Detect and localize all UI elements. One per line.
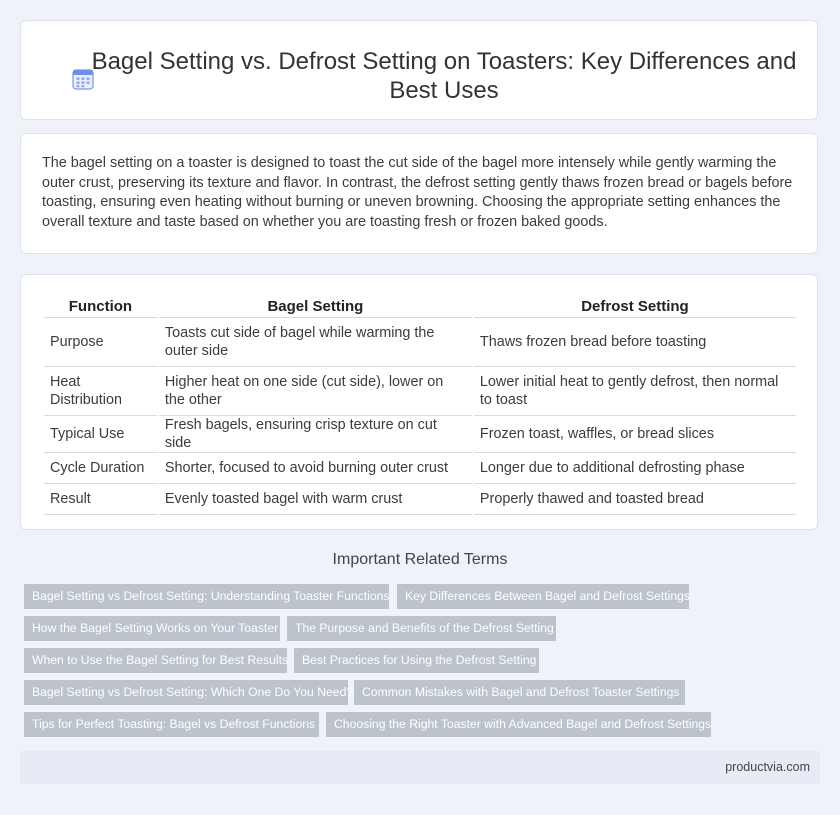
table-cell-bagel: Evenly toasted bagel with warm crust <box>159 484 472 515</box>
column-header-bagel-setting: Bagel Setting <box>159 295 472 318</box>
column-header-function: Function <box>44 295 157 318</box>
related-terms-heading: Important Related Terms <box>332 551 508 568</box>
footer <box>20 751 820 784</box>
table-cell-defrost: Properly thawed and toasted bread <box>474 484 796 515</box>
related-term-tag[interactable]: Bagel Setting vs Defrost Setting: Understanding Toaster Functions <box>24 584 389 609</box>
related-term-tag[interactable]: Bagel Setting vs Defrost Setting: Which One Do You Need? <box>24 680 348 705</box>
related-term-tag[interactable]: Choosing the Right Toaster with Advanced Bagel and Defrost Settings <box>326 712 711 737</box>
table-cell-defrost: Frozen toast, waffles, or bread slices <box>474 416 796 453</box>
column-header-defrost-setting: Defrost Setting <box>474 295 796 318</box>
table-row <box>44 416 796 453</box>
related-term-tag[interactable]: Key Differences Between Bagel and Defrost Settings <box>397 584 689 609</box>
table-cell-function: Cycle Duration <box>44 453 157 484</box>
title-card <box>20 20 818 120</box>
footer-site-link[interactable]: productvia.com <box>725 760 810 774</box>
related-term-tag[interactable]: Best Practices for Using the Defrost Setting <box>294 648 539 673</box>
table-cell-bagel: Shorter, focused to avoid burning outer crust <box>159 453 472 484</box>
comparison-table-card <box>20 274 818 530</box>
related-term-tag[interactable]: When to Use the Bagel Setting for Best Results <box>24 648 287 673</box>
intro-card <box>20 133 818 254</box>
related-term-tag[interactable]: Common Mistakes with Bagel and Defrost Toaster Settings <box>354 680 685 705</box>
related-term-tag[interactable]: How the Bagel Setting Works on Your Toaster <box>24 616 280 641</box>
table-cell-function: Purpose <box>44 318 157 367</box>
table-cell-defrost: Longer due to additional defrosting phase <box>474 453 796 484</box>
table-row <box>44 453 796 484</box>
related-term-tag[interactable]: Tips for Perfect Toasting: Bagel vs Defrost Functions <box>24 712 319 737</box>
table-row <box>44 484 796 515</box>
comparison-table <box>42 295 798 515</box>
page-title: Bagel Setting vs. Defrost Setting on Toasters: Key Differences and Best Uses <box>91 48 797 104</box>
table-header-row <box>44 295 796 318</box>
related-term-tag[interactable]: The Purpose and Benefits of the Defrost Setting <box>287 616 556 641</box>
table-cell-function: Typical Use <box>44 416 157 453</box>
table-cell-bagel: Higher heat on one side (cut side), lower on the other <box>159 367 472 416</box>
table-cell-defrost: Thaws frozen bread before toasting <box>474 318 796 367</box>
table-row <box>44 367 796 416</box>
table-cell-bagel: Fresh bagels, ensuring crisp texture on cut side <box>159 416 472 453</box>
table-cell-defrost: Lower initial heat to gently defrost, then normal to toast <box>474 367 796 416</box>
intro-paragraph: The bagel setting on a toaster is designed to toast the cut side of the bagel more intensely while gently warming the outer crust, preserving its texture and flavor. In contrast, the defrost setting gently thaws frozen bread or bagels before toasting, ensuring even heating without burning or uneven browning. Choosing the appropriate setting enhances the overall texture and taste based on whether you are toasting fresh or frozen baked goods. <box>42 155 793 230</box>
table-row <box>44 318 796 367</box>
table-cell-function: Result <box>44 484 157 515</box>
table-cell-function: Heat Distribution <box>44 367 157 416</box>
table-cell-bagel: Toasts cut side of bagel while warming the outer side <box>159 318 472 367</box>
